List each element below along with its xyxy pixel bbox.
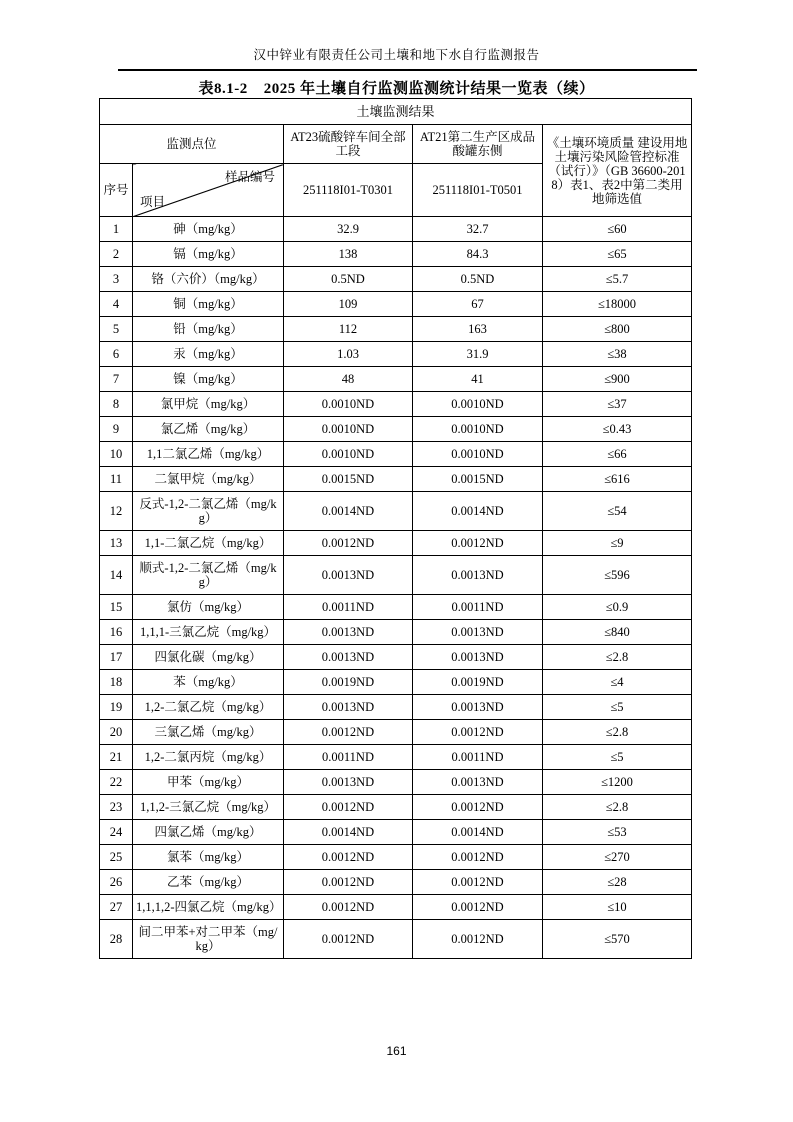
item-name: 1,2-二氯丙烷（mg/kg） (133, 745, 284, 770)
value-at21: 84.3 (413, 242, 543, 267)
value-at23: 0.0013ND (284, 620, 413, 645)
value-at23: 0.0013ND (284, 556, 413, 595)
row-number: 13 (100, 531, 133, 556)
row-number: 17 (100, 645, 133, 670)
item-name: 镉（mg/kg） (133, 242, 284, 267)
item-name: 铜（mg/kg） (133, 292, 284, 317)
table-row (100, 292, 692, 317)
soil-monitoring-table (99, 98, 692, 959)
table-row (100, 845, 692, 870)
row-number: 1 (100, 217, 133, 242)
table-row (100, 695, 692, 720)
header-col-at23: AT23硫酸锌车间全部工段 (284, 125, 413, 164)
value-at23: 0.0011ND (284, 745, 413, 770)
item-name: 1,1,2-三氯乙烷（mg/kg） (133, 795, 284, 820)
value-at21: 0.0012ND (413, 845, 543, 870)
value-at21: 0.5ND (413, 267, 543, 292)
value-at23: 0.0010ND (284, 442, 413, 467)
row-number: 15 (100, 595, 133, 620)
value-at21: 32.7 (413, 217, 543, 242)
value-at23: 1.03 (284, 342, 413, 367)
item-name: 二氯甲烷（mg/kg） (133, 467, 284, 492)
row-number: 11 (100, 467, 133, 492)
item-name: 反式-1,2-二氯乙烯（mg/kg） (133, 492, 284, 531)
sample-id-at21: 251118I01-T0501 (413, 164, 543, 217)
table-header-body (100, 99, 692, 217)
table-row (100, 217, 692, 242)
table-row (100, 392, 692, 417)
value-at21: 0.0013ND (413, 556, 543, 595)
value-at21: 0.0015ND (413, 467, 543, 492)
item-name: 四氯乙烯（mg/kg） (133, 820, 284, 845)
table-body (100, 217, 692, 959)
item-name: 苯（mg/kg） (133, 670, 284, 695)
value-at21: 0.0010ND (413, 442, 543, 467)
table-section-row (100, 99, 692, 125)
screening-limit: ≤38 (543, 342, 692, 367)
row-number: 22 (100, 770, 133, 795)
item-name: 铬（六价）（mg/kg） (133, 267, 284, 292)
screening-limit: ≤10 (543, 895, 692, 920)
value-at23: 0.0012ND (284, 720, 413, 745)
page-number: 161 (386, 1044, 407, 1058)
item-name: 镍（mg/kg） (133, 367, 284, 392)
row-number: 6 (100, 342, 133, 367)
screening-limit: ≤596 (543, 556, 692, 595)
value-at21: 0.0012ND (413, 920, 543, 959)
row-number: 8 (100, 392, 133, 417)
row-number: 9 (100, 417, 133, 442)
value-at21: 0.0012ND (413, 870, 543, 895)
value-at21: 0.0014ND (413, 492, 543, 531)
header-col-at21: AT21第二生产区成品酸罐东侧 (413, 125, 543, 164)
value-at21: 0.0010ND (413, 417, 543, 442)
screening-limit: ≤53 (543, 820, 692, 845)
screening-limit: ≤28 (543, 870, 692, 895)
row-number: 16 (100, 620, 133, 645)
value-at21: 0.0012ND (413, 531, 543, 556)
screening-limit: ≤18000 (543, 292, 692, 317)
item-name: 1,1-二氯乙烷（mg/kg） (133, 531, 284, 556)
screening-limit: ≤0.9 (543, 595, 692, 620)
table-row (100, 920, 692, 959)
value-at21: 0.0013ND (413, 620, 543, 645)
value-at21: 0.0013ND (413, 770, 543, 795)
table-row (100, 870, 692, 895)
value-at23: 0.0013ND (284, 695, 413, 720)
screening-limit: ≤5 (543, 745, 692, 770)
item-name: 砷（mg/kg） (133, 217, 284, 242)
item-name: 间二甲苯+对二甲苯（mg/kg） (133, 920, 284, 959)
row-number: 20 (100, 720, 133, 745)
screening-limit: ≤1200 (543, 770, 692, 795)
value-at23: 138 (284, 242, 413, 267)
header-point-location: 监测点位 (100, 125, 284, 164)
screening-limit: ≤840 (543, 620, 692, 645)
item-name: 三氯乙烯（mg/kg） (133, 720, 284, 745)
value-at21: 0.0019ND (413, 670, 543, 695)
table-row (100, 342, 692, 367)
row-number: 3 (100, 267, 133, 292)
screening-limit: ≤4 (543, 670, 692, 695)
item-name: 铅（mg/kg） (133, 317, 284, 342)
table-row (100, 317, 692, 342)
table-title-text: 2025 年土壤自行监测监测统计结果一览表（续） (263, 81, 595, 97)
table-row (100, 442, 692, 467)
value-at23: 0.5ND (284, 267, 413, 292)
value-at21: 0.0011ND (413, 595, 543, 620)
header-rule (118, 69, 697, 71)
table-row (100, 895, 692, 920)
table-row (100, 770, 692, 795)
screening-limit: ≤9 (543, 531, 692, 556)
item-name: 1,1,1,2-四氯乙烷（mg/kg） (133, 895, 284, 920)
item-name: 氯苯（mg/kg） (133, 845, 284, 870)
row-number: 10 (100, 442, 133, 467)
screening-limit: ≤60 (543, 217, 692, 242)
row-number: 14 (100, 556, 133, 595)
screening-limit: ≤37 (543, 392, 692, 417)
item-name: 氯甲烷（mg/kg） (133, 392, 284, 417)
row-number: 24 (100, 820, 133, 845)
table-section-title: 土壤监测结果 (100, 99, 692, 125)
value-at23: 32.9 (284, 217, 413, 242)
value-at23: 0.0013ND (284, 645, 413, 670)
table-row (100, 645, 692, 670)
value-at21: 0.0013ND (413, 695, 543, 720)
value-at21: 0.0013ND (413, 645, 543, 670)
header-sample-id-label: 样品编号 (224, 170, 275, 184)
table-row (100, 795, 692, 820)
item-name: 氯仿（mg/kg） (133, 595, 284, 620)
row-number: 18 (100, 670, 133, 695)
screening-limit: ≤2.8 (543, 645, 692, 670)
value-at23: 0.0013ND (284, 770, 413, 795)
screening-limit: ≤270 (543, 845, 692, 870)
value-at23: 109 (284, 292, 413, 317)
value-at21: 67 (413, 292, 543, 317)
item-name: 1,1二氯乙烯（mg/kg） (133, 442, 284, 467)
table-row (100, 417, 692, 442)
value-at23: 0.0012ND (284, 795, 413, 820)
table-title (0, 77, 793, 98)
table-title-number: 表8.1-2 (198, 81, 248, 97)
table-row (100, 531, 692, 556)
value-at23: 0.0014ND (284, 820, 413, 845)
row-number: 28 (100, 920, 133, 959)
value-at21: 163 (413, 317, 543, 342)
table-row (100, 467, 692, 492)
screening-limit: ≤66 (543, 442, 692, 467)
item-name: 氯乙烯（mg/kg） (133, 417, 284, 442)
value-at21: 31.9 (413, 342, 543, 367)
screening-limit: ≤5.7 (543, 267, 692, 292)
value-at23: 0.0019ND (284, 670, 413, 695)
table-row (100, 820, 692, 845)
value-at21: 0.0014ND (413, 820, 543, 845)
screening-limit: ≤616 (543, 467, 692, 492)
item-name: 甲苯（mg/kg） (133, 770, 284, 795)
value-at23: 0.0010ND (284, 392, 413, 417)
value-at23: 0.0010ND (284, 417, 413, 442)
item-name: 乙苯（mg/kg） (133, 870, 284, 895)
table-row (100, 670, 692, 695)
screening-limit: ≤54 (543, 492, 692, 531)
row-number: 2 (100, 242, 133, 267)
table-row (100, 745, 692, 770)
item-name: 1,2-二氯乙烷（mg/kg） (133, 695, 284, 720)
header-col-screening-standard: 《土壤环境质量 建设用地土壤污染风险管控标准（试行）》（GB 36600-2018）表1、表2中第二类用地筛选值 (543, 125, 692, 217)
screening-limit: ≤800 (543, 317, 692, 342)
table-row (100, 367, 692, 392)
screening-limit: ≤5 (543, 695, 692, 720)
screening-limit: ≤570 (543, 920, 692, 959)
table-row (100, 556, 692, 595)
item-name: 1,1,1-三氯乙烷（mg/kg） (133, 620, 284, 645)
row-number: 19 (100, 695, 133, 720)
value-at23: 0.0011ND (284, 595, 413, 620)
value-at21: 0.0010ND (413, 392, 543, 417)
report-header: 汉中锌业有限责任公司土壤和地下水自行监测报告 (253, 48, 540, 62)
value-at23: 112 (284, 317, 413, 342)
value-at21: 41 (413, 367, 543, 392)
value-at21: 0.0012ND (413, 795, 543, 820)
screening-limit: ≤0.43 (543, 417, 692, 442)
table-row (100, 492, 692, 531)
screening-limit: ≤2.8 (543, 795, 692, 820)
item-name: 顺式-1,2-二氯乙烯（mg/kg） (133, 556, 284, 595)
header-item-label: 项目 (140, 195, 166, 209)
header-diagonal-cell (133, 164, 284, 217)
row-number: 21 (100, 745, 133, 770)
screening-limit: ≤2.8 (543, 720, 692, 745)
value-at23: 48 (284, 367, 413, 392)
row-number: 4 (100, 292, 133, 317)
value-at21: 0.0011ND (413, 745, 543, 770)
row-number: 12 (100, 492, 133, 531)
value-at21: 0.0012ND (413, 895, 543, 920)
sample-id-at23: 251118I01-T0301 (284, 164, 413, 217)
screening-limit: ≤900 (543, 367, 692, 392)
item-name: 四氯化碳（mg/kg） (133, 645, 284, 670)
table-row (100, 595, 692, 620)
value-at23: 0.0012ND (284, 870, 413, 895)
table-row (100, 242, 692, 267)
header-seq-label: 序号 (100, 164, 133, 217)
row-number: 27 (100, 895, 133, 920)
row-number: 7 (100, 367, 133, 392)
table-header-row-1 (100, 125, 692, 164)
row-number: 25 (100, 845, 133, 870)
table-row (100, 720, 692, 745)
table-row (100, 267, 692, 292)
row-number: 23 (100, 795, 133, 820)
value-at23: 0.0012ND (284, 895, 413, 920)
item-name: 汞（mg/kg） (133, 342, 284, 367)
value-at23: 0.0015ND (284, 467, 413, 492)
table-row (100, 620, 692, 645)
row-number: 5 (100, 317, 133, 342)
value-at23: 0.0014ND (284, 492, 413, 531)
value-at23: 0.0012ND (284, 920, 413, 959)
value-at21: 0.0012ND (413, 720, 543, 745)
screening-limit: ≤65 (543, 242, 692, 267)
value-at23: 0.0012ND (284, 845, 413, 870)
row-number: 26 (100, 870, 133, 895)
value-at23: 0.0012ND (284, 531, 413, 556)
